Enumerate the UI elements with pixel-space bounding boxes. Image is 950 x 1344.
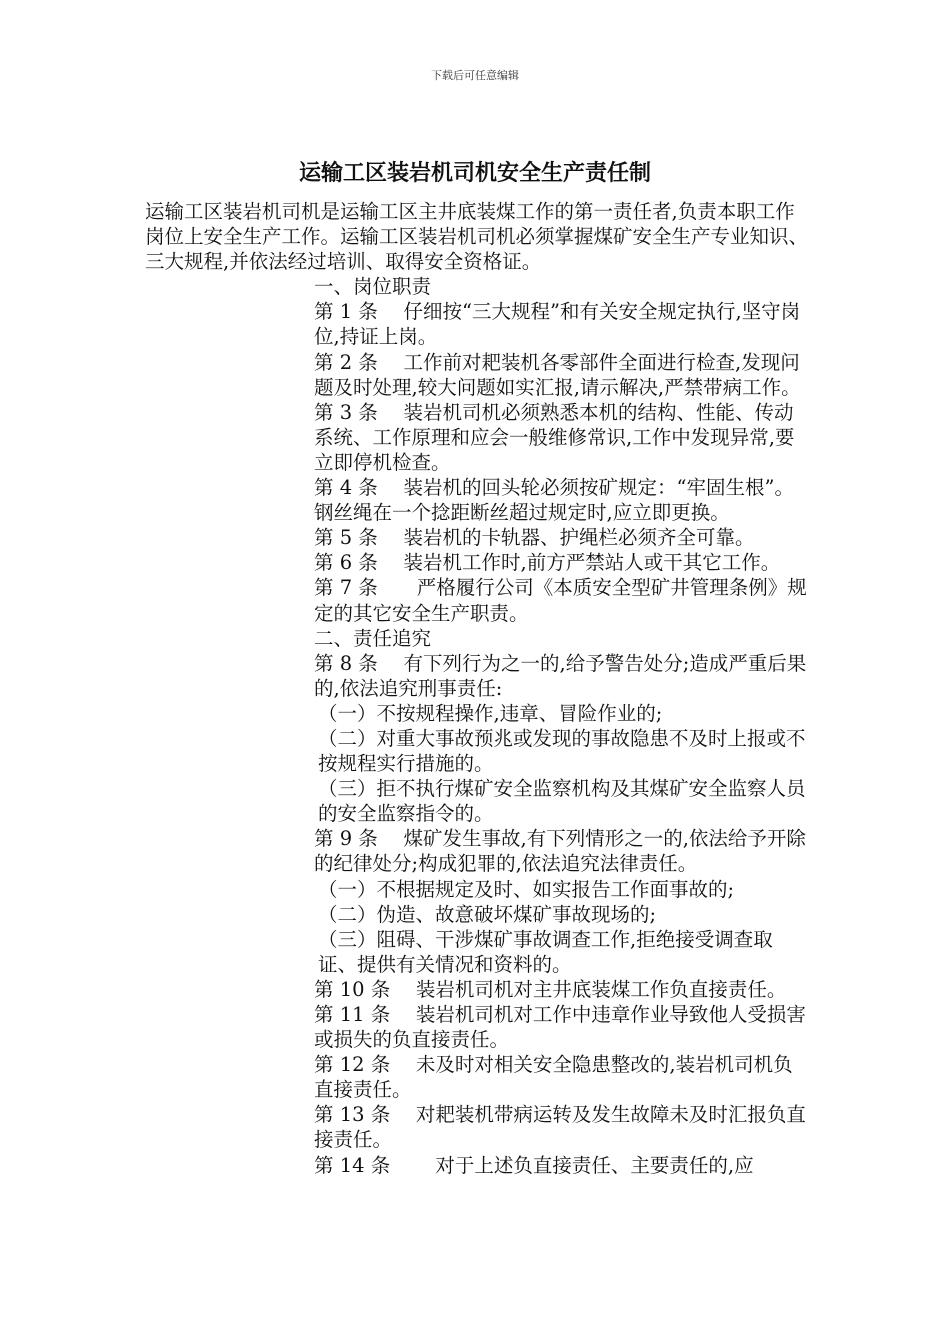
article-9: 第 9 条 煤矿发生事故,有下列情形之一的,依法给予开除的纪律处分;构成犯罪的,依法追究法律责任。 <box>314 827 806 876</box>
article-11: 第 11 条 装岩机司机对工作中违章作业导致他人受损害或损失的负直接责任。 <box>314 1003 806 1052</box>
article-5: 第 5 条 装岩机的卡轨器、护绳栏必须齐全可靠。 <box>314 526 755 550</box>
article-8-item-3: （三）拒不执行煤矿安全监察机构及其煤矿安全监察人员的安全监察指令的。 <box>318 777 806 826</box>
article-1: 第 1 条 仔细按“三大规程”和有关安全规定执行,坚守岗位,持证上岗。 <box>314 300 801 349</box>
article-8-item-2: （二）对重大事故预兆或发现的事故隐患不及时上报或不按规程实行措施的。 <box>318 726 806 776</box>
article-9-item-2: （二）伪造、故意破坏煤矿事故现场的; <box>318 902 657 926</box>
article-8: 第 8 条 有下列行为之一的,给予警告处分;造成严重后果的,依法追究刑事责任: <box>314 651 807 700</box>
article-8-item-1: （一）不按规程操作,违章、冒险作业的; <box>318 701 663 725</box>
article-10: 第 10 条 装岩机司机对主井底装煤工作负直接责任。 <box>314 977 787 1001</box>
section-heading-liability: 二、责任追究 <box>314 626 432 650</box>
article-3: 第 3 条 装岩机司机必须熟悉本机的结构、性能、传动系统、工作原理和应会一般维修常识,工作中发现异常,要立即停机检查。 <box>314 400 795 474</box>
article-9-item-1: （一）不根据规定及时、如实报告工作面事故的; <box>318 877 735 901</box>
article-12: 第 12 条 未及时对相关安全隐患整改的,装岩机司机负直接责任。 <box>314 1053 793 1102</box>
header-note: 下载后可任意编辑 <box>431 69 519 82</box>
article-9-item-3: （三）阻碍、干涉煤矿事故调查工作,拒绝接受调查取证、提供有关情况和资料的。 <box>318 927 773 976</box>
article-7: 第 7 条 严格履行公司《本质安全型矿井管理条例》规定的其它安全生产职责。 <box>314 576 807 625</box>
intro-paragraph: 运输工区装岩机司机是运输工区主井底装煤工作的第一责任者,负责本职工作岗位上安全生产工作。运输工区装岩机司机必须掌握煤矿安全生产专业知识、三大规程,并依法经过培训、取得安全资格证。 <box>145 200 809 274</box>
article-6: 第 6 条 装岩机工作时,前方严禁站人或干其它工作。 <box>314 551 781 575</box>
article-14: 第 14 条 对于上述负直接责任、主要责任的,应 <box>314 1153 754 1177</box>
article-4: 第 4 条 装岩机的回头轮必须按矿规定：“牢固生根”。钢丝绳在一个捻距断丝超过规定时,应立即更换。 <box>314 476 794 525</box>
section-heading-duties: 一、岗位职责 <box>314 275 432 299</box>
article-13: 第 13 条 对耙装机带病运转及发生故障未及时汇报负直接责任。 <box>314 1103 806 1152</box>
article-2: 第 2 条 工作前对耙装机各零部件全面进行检查,发现问题及时处理,较大问题如实汇报,请示解决,严禁带病工作。 <box>314 350 801 399</box>
document-body <box>145 199 810 1178</box>
document-title: 运输工区装岩机司机安全生产责任制 <box>298 161 651 186</box>
